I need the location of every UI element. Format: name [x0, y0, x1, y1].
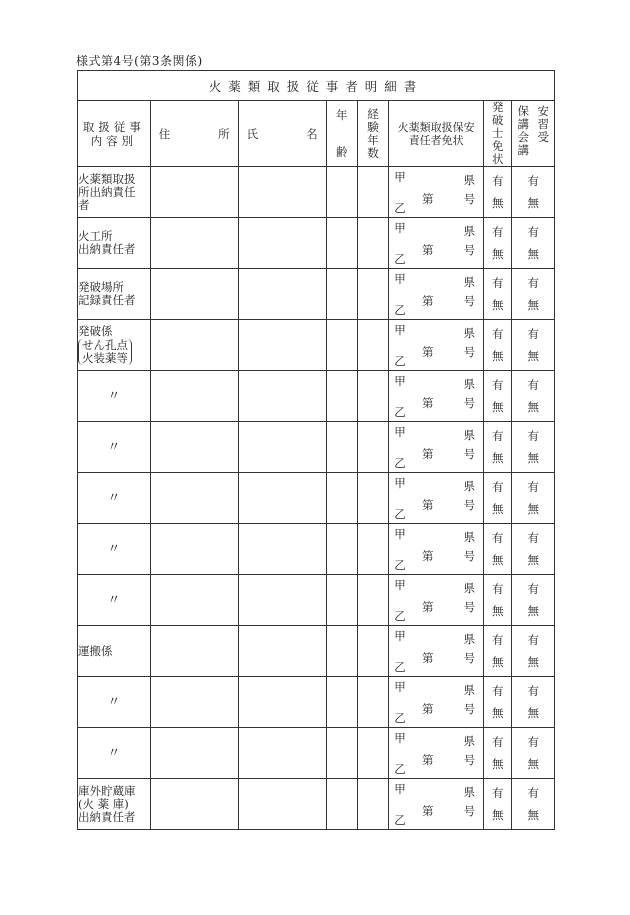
table-row — [78, 524, 555, 575]
license-go: 号 — [463, 396, 476, 410]
blaster-yes-no[interactable] — [484, 677, 512, 728]
header-role: 取扱従事 内容別 — [78, 101, 151, 167]
license-dai: 第 — [421, 804, 434, 818]
table-row — [78, 167, 555, 218]
license-otsu: 乙 — [394, 558, 406, 572]
age-cell[interactable] — [326, 422, 357, 473]
age-cell[interactable] — [326, 218, 357, 269]
license-otsu: 乙 — [394, 609, 406, 623]
address-cell[interactable] — [150, 575, 238, 626]
license-grade-cell[interactable] — [389, 167, 413, 218]
address-cell[interactable] — [150, 677, 238, 728]
address-cell[interactable] — [150, 167, 238, 218]
name-cell[interactable] — [238, 524, 326, 575]
yes-option: 有 — [527, 735, 539, 749]
no-option: 無 — [527, 196, 539, 210]
license-go: 号 — [463, 549, 476, 563]
address-cell[interactable] — [150, 524, 238, 575]
no-option: 無 — [527, 349, 539, 363]
license-otsu: 乙 — [394, 354, 406, 368]
age-cell[interactable] — [326, 473, 357, 524]
role-char: 破 — [89, 324, 101, 338]
training-yes-no[interactable] — [512, 218, 555, 269]
age-cell[interactable] — [326, 626, 357, 677]
experience-cell[interactable] — [357, 422, 388, 473]
no-option: 無 — [492, 298, 504, 312]
yes-option: 有 — [492, 735, 504, 749]
no-option: 無 — [492, 451, 504, 465]
table-row — [78, 575, 555, 626]
license-kou: 甲 — [394, 629, 406, 643]
license-kou: 甲 — [394, 527, 406, 541]
name-cell[interactable] — [238, 218, 326, 269]
address-cell[interactable] — [150, 218, 238, 269]
license-number-cell[interactable] — [413, 626, 484, 677]
license-go: 号 — [463, 192, 476, 206]
name-cell[interactable] — [238, 320, 326, 371]
name-cell[interactable] — [238, 728, 326, 779]
blaster-yes-no[interactable] — [484, 575, 512, 626]
license-ken: 県 — [463, 377, 476, 391]
experience-cell[interactable] — [357, 677, 388, 728]
header-blaster-license: 発 破 士 免 状 — [484, 101, 512, 167]
license-ken: 県 — [463, 275, 476, 289]
age-cell[interactable] — [326, 167, 357, 218]
license-dai: 第 — [421, 498, 434, 512]
license-grade-cell[interactable] — [389, 269, 413, 320]
table-row — [78, 473, 555, 524]
license-number-cell[interactable] — [413, 371, 484, 422]
license-grade-cell[interactable] — [389, 626, 413, 677]
role-cell — [78, 371, 151, 422]
license-dai: 第 — [421, 192, 434, 206]
yes-option: 有 — [492, 684, 504, 698]
address-cell[interactable] — [150, 371, 238, 422]
role-cell — [78, 422, 151, 473]
license-ken: 県 — [463, 428, 476, 442]
experience-cell[interactable] — [357, 779, 388, 830]
license-kou: 甲 — [394, 272, 406, 286]
role-line: 出納責任者 — [78, 809, 136, 824]
no-option: 無 — [527, 757, 539, 771]
name-cell[interactable] — [238, 422, 326, 473]
role-line: 記録責任者 — [78, 293, 136, 307]
name-cell[interactable] — [238, 269, 326, 320]
license-ken: 県 — [463, 581, 476, 595]
table-row — [78, 320, 555, 371]
license-go: 号 — [463, 345, 476, 359]
blaster-yes-no[interactable] — [484, 269, 512, 320]
age-cell[interactable] — [326, 779, 357, 830]
role-line: 庫外貯蔵庫 — [78, 783, 136, 798]
license-grade-cell[interactable] — [389, 728, 413, 779]
license-kou: 甲 — [394, 731, 406, 745]
role-line: 所出納責任 — [78, 184, 136, 199]
role-spaced-label — [78, 645, 150, 658]
name-cell[interactable] — [238, 371, 326, 422]
no-option: 無 — [527, 604, 539, 618]
license-number-cell[interactable] — [413, 728, 484, 779]
no-option: 無 — [527, 553, 539, 567]
training-yes-no[interactable] — [512, 779, 555, 830]
no-option: 無 — [492, 655, 504, 669]
license-otsu: 乙 — [394, 252, 406, 266]
yes-option: 有 — [527, 378, 539, 392]
yes-option: 有 — [492, 225, 504, 239]
license-number-cell[interactable] — [413, 218, 484, 269]
yes-option: 有 — [527, 429, 539, 443]
yes-option: 有 — [527, 582, 539, 596]
yes-option: 有 — [492, 531, 504, 545]
role-cell — [78, 524, 151, 575]
table-row — [78, 779, 555, 830]
address-cell[interactable] — [150, 779, 238, 830]
role-char: 火 — [78, 229, 90, 243]
training-yes-no[interactable] — [512, 626, 555, 677]
license-dai: 第 — [421, 702, 434, 716]
name-cell[interactable] — [238, 473, 326, 524]
age-cell[interactable] — [326, 728, 357, 779]
experience-cell[interactable] — [357, 218, 388, 269]
no-option: 無 — [527, 247, 539, 261]
name-cell[interactable] — [238, 167, 326, 218]
license-dai: 第 — [421, 549, 434, 563]
license-ken: 県 — [463, 479, 476, 493]
table-row — [78, 626, 555, 677]
no-option: 無 — [492, 757, 504, 771]
blaster-yes-no[interactable] — [484, 473, 512, 524]
license-kou: 甲 — [394, 170, 406, 184]
training-yes-no[interactable] — [512, 677, 555, 728]
license-grade-cell[interactable] — [389, 218, 413, 269]
yes-option: 有 — [492, 633, 504, 647]
license-dai: 第 — [421, 447, 434, 461]
role-cell — [78, 728, 151, 779]
license-kou: 甲 — [394, 374, 406, 388]
age-cell[interactable] — [326, 371, 357, 422]
no-option: 無 — [527, 706, 539, 720]
license-number-cell[interactable] — [413, 524, 484, 575]
role-cell — [78, 626, 151, 677]
table-title: 火薬類取扱従事者明細書 — [78, 71, 555, 101]
license-number-cell[interactable] — [413, 167, 484, 218]
license-grade-cell[interactable] — [389, 371, 413, 422]
header-license: 火薬類取扱保安 責任者免状 — [389, 101, 484, 167]
role-paren-group — [78, 339, 132, 365]
yes-option: 有 — [492, 276, 504, 290]
no-option: 無 — [492, 400, 504, 414]
ditto-mark: 〃 — [107, 439, 121, 455]
role-cell — [78, 677, 151, 728]
experience-cell[interactable] — [357, 371, 388, 422]
license-kou: 甲 — [394, 425, 406, 439]
role-cell — [78, 473, 151, 524]
ditto-mark: 〃 — [107, 490, 121, 506]
license-number-cell[interactable] — [413, 269, 484, 320]
license-ken: 県 — [463, 785, 476, 799]
yes-option: 有 — [527, 276, 539, 290]
age-cell[interactable] — [326, 677, 357, 728]
no-option: 無 — [527, 400, 539, 414]
license-grade-cell[interactable] — [389, 320, 413, 371]
ditto-mark: 〃 — [107, 694, 121, 710]
training-yes-no[interactable] — [512, 524, 555, 575]
training-yes-no[interactable] — [512, 269, 555, 320]
address-cell[interactable] — [150, 626, 238, 677]
name-cell[interactable] — [238, 626, 326, 677]
license-otsu: 乙 — [394, 660, 406, 674]
yes-option: 有 — [527, 786, 539, 800]
table-row — [78, 269, 555, 320]
name-cell[interactable] — [238, 779, 326, 830]
license-dai: 第 — [421, 600, 434, 614]
license-kou: 甲 — [394, 782, 406, 796]
experience-cell[interactable] — [357, 167, 388, 218]
blaster-yes-no[interactable] — [484, 524, 512, 575]
license-ken: 県 — [463, 326, 476, 340]
yes-option: 有 — [527, 225, 539, 239]
address-cell[interactable] — [150, 320, 238, 371]
license-otsu: 乙 — [394, 456, 406, 470]
blaster-yes-no[interactable] — [484, 626, 512, 677]
license-go: 号 — [463, 294, 476, 308]
age-cell[interactable] — [326, 524, 357, 575]
license-go: 号 — [463, 243, 476, 257]
license-dai: 第 — [421, 345, 434, 359]
license-number-cell[interactable] — [413, 677, 484, 728]
license-grade-cell[interactable] — [389, 524, 413, 575]
header-name: 氏 名 — [238, 101, 326, 167]
no-option: 無 — [527, 451, 539, 465]
training-yes-no[interactable] — [512, 422, 555, 473]
table-row — [78, 422, 555, 473]
register-table — [77, 70, 555, 830]
role-line: (火 薬 庫) — [78, 796, 129, 811]
role-char: 発 — [78, 324, 90, 338]
training-yes-no[interactable] — [512, 320, 555, 371]
no-option: 無 — [492, 196, 504, 210]
license-otsu: 乙 — [394, 303, 406, 317]
yes-option: 有 — [527, 633, 539, 647]
license-dai: 第 — [421, 294, 434, 308]
role-char: 搬 — [89, 643, 101, 658]
age-cell[interactable] — [326, 575, 357, 626]
no-option: 無 — [527, 655, 539, 669]
license-kou: 甲 — [394, 221, 406, 235]
license-go: 号 — [463, 498, 476, 512]
training-yes-no[interactable] — [512, 371, 555, 422]
license-otsu: 乙 — [394, 405, 406, 419]
license-ken: 県 — [463, 683, 476, 697]
header-address: 住 所 — [150, 101, 238, 167]
role-cell — [78, 779, 151, 830]
ditto-mark: 〃 — [107, 388, 121, 404]
role-paren-line: せん孔点 — [82, 338, 128, 352]
address-cell[interactable] — [150, 422, 238, 473]
license-number-cell[interactable] — [413, 422, 484, 473]
license-ken: 県 — [463, 734, 476, 748]
yes-option: 有 — [527, 480, 539, 494]
role-cell — [78, 269, 151, 320]
license-dai: 第 — [421, 753, 434, 767]
blaster-yes-no[interactable] — [484, 779, 512, 830]
blaster-yes-no[interactable] — [484, 422, 512, 473]
role-cell — [78, 167, 151, 218]
address-cell[interactable] — [150, 728, 238, 779]
license-go: 号 — [463, 600, 476, 614]
license-grade-cell[interactable] — [389, 575, 413, 626]
role-cell — [78, 218, 151, 269]
age-cell[interactable] — [326, 269, 357, 320]
role-line: 者 — [78, 197, 90, 212]
no-option: 無 — [492, 808, 504, 822]
experience-cell[interactable] — [357, 320, 388, 371]
training-yes-no[interactable] — [512, 575, 555, 626]
yes-option: 有 — [492, 480, 504, 494]
header-training: 保 講 会 講 安 習 受 — [512, 101, 555, 167]
role-char: 係 — [101, 643, 113, 658]
form-label: 様式第4号(第3条関係) — [76, 54, 203, 68]
table-row — [78, 677, 555, 728]
yes-option: 有 — [492, 429, 504, 443]
blaster-yes-no[interactable] — [484, 371, 512, 422]
license-go: 号 — [463, 753, 476, 767]
yes-option: 有 — [527, 174, 539, 188]
license-number-cell[interactable] — [413, 575, 484, 626]
role-line: 火薬類取扱 — [78, 171, 136, 186]
name-cell[interactable] — [238, 575, 326, 626]
blaster-yes-no[interactable] — [484, 728, 512, 779]
experience-cell[interactable] — [357, 575, 388, 626]
no-option: 無 — [492, 604, 504, 618]
license-grade-cell[interactable] — [389, 422, 413, 473]
license-dai: 第 — [421, 396, 434, 410]
no-option: 無 — [492, 502, 504, 516]
license-otsu: 乙 — [394, 711, 406, 725]
ditto-mark: 〃 — [107, 745, 121, 761]
no-option: 無 — [492, 553, 504, 567]
yes-option: 有 — [492, 378, 504, 392]
ditto-mark: 〃 — [107, 541, 121, 557]
role-char: 所 — [101, 229, 113, 243]
no-option: 無 — [492, 706, 504, 720]
age-cell[interactable] — [326, 320, 357, 371]
license-go: 号 — [463, 651, 476, 665]
no-option: 無 — [527, 502, 539, 516]
blaster-yes-no[interactable] — [484, 218, 512, 269]
role-cell — [78, 320, 151, 371]
license-number-cell[interactable] — [413, 473, 484, 524]
license-otsu: 乙 — [394, 201, 406, 215]
license-kou: 甲 — [394, 578, 406, 592]
yes-option: 有 — [527, 327, 539, 341]
address-cell[interactable] — [150, 269, 238, 320]
license-go: 号 — [463, 804, 476, 818]
role-paren-line: 火装薬等 — [82, 351, 128, 365]
role-line: 出納責任者 — [78, 242, 136, 256]
license-go: 号 — [463, 702, 476, 716]
license-dai: 第 — [421, 651, 434, 665]
role-char: 係 — [101, 324, 113, 338]
role-line: 発破場所 — [78, 280, 124, 294]
training-yes-no[interactable] — [512, 167, 555, 218]
license-ken: 県 — [463, 632, 476, 646]
experience-cell[interactable] — [357, 728, 388, 779]
header-age: 年 齢 — [326, 101, 357, 167]
yes-option: 有 — [527, 684, 539, 698]
license-kou: 甲 — [394, 323, 406, 337]
no-option: 無 — [492, 247, 504, 261]
yes-option: 有 — [527, 531, 539, 545]
blaster-yes-no[interactable] — [484, 320, 512, 371]
license-otsu: 乙 — [394, 813, 406, 827]
license-otsu: 乙 — [394, 507, 406, 521]
license-dai: 第 — [421, 243, 434, 257]
no-option: 無 — [492, 349, 504, 363]
license-number-cell[interactable] — [413, 320, 484, 371]
address-cell[interactable] — [150, 473, 238, 524]
license-otsu: 乙 — [394, 762, 406, 776]
license-grade-cell[interactable] — [389, 473, 413, 524]
blaster-yes-no[interactable] — [484, 167, 512, 218]
yes-option: 有 — [492, 327, 504, 341]
no-option: 無 — [527, 808, 539, 822]
header-experience: 経 験 年 数 — [357, 101, 388, 167]
table-row — [78, 728, 555, 779]
license-kou: 甲 — [394, 476, 406, 490]
training-yes-no[interactable] — [512, 473, 555, 524]
experience-cell[interactable] — [357, 473, 388, 524]
table-row — [78, 371, 555, 422]
role-char: 工 — [89, 229, 101, 243]
training-yes-no[interactable] — [512, 728, 555, 779]
name-cell[interactable] — [238, 677, 326, 728]
license-ken: 県 — [463, 173, 476, 187]
role-spaced-label — [78, 325, 150, 338]
license-ken: 県 — [463, 224, 476, 238]
license-kou: 甲 — [394, 680, 406, 694]
no-option: 無 — [527, 298, 539, 312]
license-ken: 県 — [463, 530, 476, 544]
table-row — [78, 218, 555, 269]
experience-cell[interactable] — [357, 269, 388, 320]
license-grade-cell[interactable] — [389, 779, 413, 830]
license-go: 号 — [463, 447, 476, 461]
license-number-cell[interactable] — [413, 779, 484, 830]
experience-cell[interactable] — [357, 626, 388, 677]
role-cell — [78, 575, 151, 626]
experience-cell[interactable] — [357, 524, 388, 575]
ditto-mark: 〃 — [107, 592, 121, 608]
yes-option: 有 — [492, 174, 504, 188]
yes-option: 有 — [492, 582, 504, 596]
role-char: 運 — [78, 643, 90, 658]
yes-option: 有 — [492, 786, 504, 800]
license-grade-cell[interactable] — [389, 677, 413, 728]
